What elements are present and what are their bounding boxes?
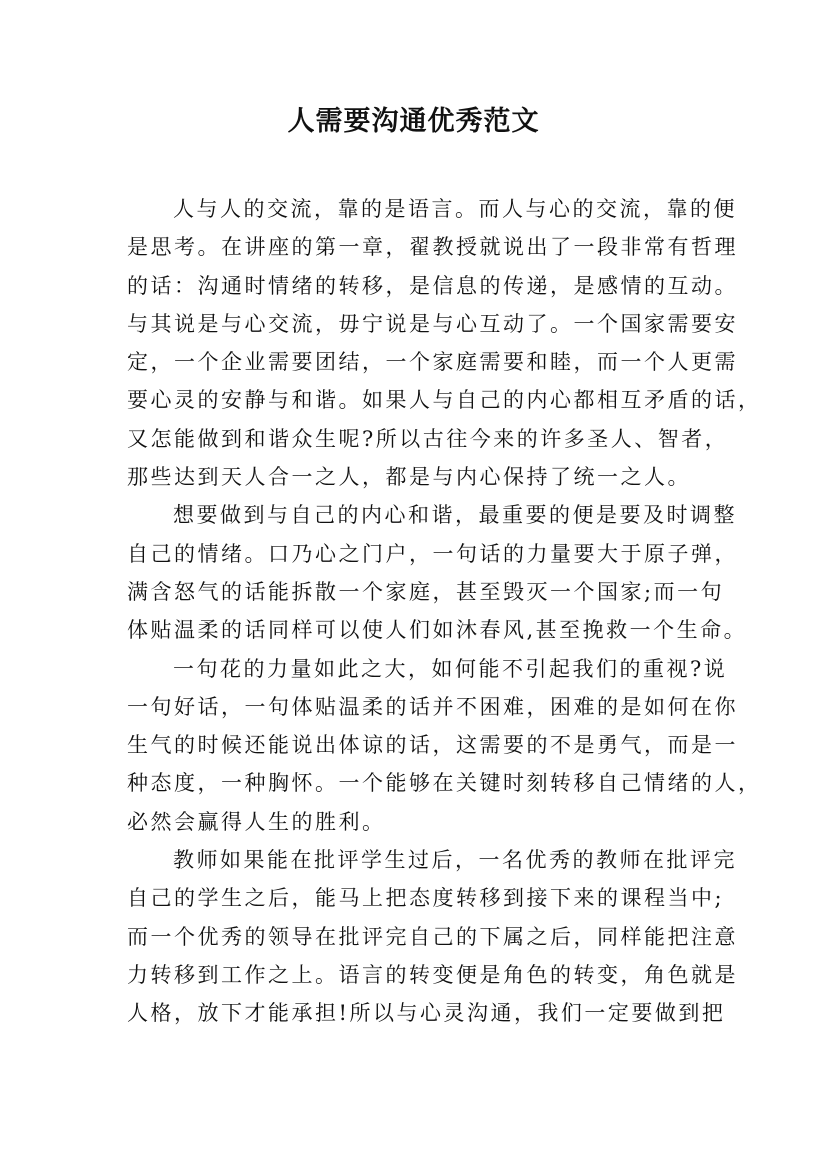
text-line: 必然会赢得人生的胜利。 <box>127 809 386 834</box>
text-line: 是思考。在讲座的第一章，翟教授就说出了一段非常有哲理 <box>127 235 738 260</box>
text-line: 教师如果能在批评学生过后，一名优秀的教师在批评完 <box>173 848 737 873</box>
text-line: 生气的时候还能说出体谅的话，这需要的不是勇气，而是一 <box>127 733 738 758</box>
text-line: 满含怒气的话能拆散一个家庭，甚至毁灭一个国家;而一句 <box>127 579 725 604</box>
text-line: 自己的学生之后，能马上把态度转移到接下来的课程当中; <box>127 886 725 911</box>
text-line: 体贴温柔的话同样可以使人们如沐春风,甚至挽救一个生命。 <box>127 618 748 643</box>
text-line: 自己的情绪。口乃心之门户，一句话的力量要大于原子弹， <box>127 541 738 566</box>
text-line: 一句花的力量如此之大，如何能不引起我们的重视?说 <box>173 656 728 681</box>
document-body <box>127 190 762 1033</box>
document-title: 人需要沟通优秀范文 <box>287 106 540 137</box>
text-line: 又怎能做到和谐众生呢?所以古往今来的许多圣人、智者， <box>127 426 729 451</box>
text-line: 的话：沟通时情绪的转移，是信息的传递，是感情的互动。 <box>127 273 738 298</box>
text-line: 想要做到与自己的内心和谐，最重要的便是要及时调整 <box>173 503 737 528</box>
text-line: 种态度，一种胸怀。一个能够在关键时刻转移自己情绪的人， <box>127 771 762 796</box>
text-line: 要心灵的安静与和谐。如果人与自己的内心都相互矛盾的话， <box>127 388 762 413</box>
text-line: 定，一个企业需要团结，一个家庭需要和睦，而一个人更需 <box>127 350 738 375</box>
text-line: 人格，放下才能承担!所以与心灵沟通，我们一定要做到把 <box>127 1001 726 1026</box>
text-line: 与其说是与心交流，毋宁说是与心互动了。一个国家需要安 <box>127 311 738 336</box>
text-line: 力转移到工作之上。语言的转变便是角色的转变，角色就是 <box>127 962 738 987</box>
text-line: 人与人的交流，靠的是语言。而人与心的交流，靠的便 <box>173 197 737 221</box>
text-line: 一句好话，一句体贴温柔的话并不困难，困难的是如何在你 <box>127 694 738 719</box>
text-line: 而一个优秀的领导在批评完自己的下属之后，同样能把注意 <box>127 924 738 949</box>
text-line: 那些达到天人合一之人，都是与内心保持了统一之人。 <box>127 465 691 490</box>
